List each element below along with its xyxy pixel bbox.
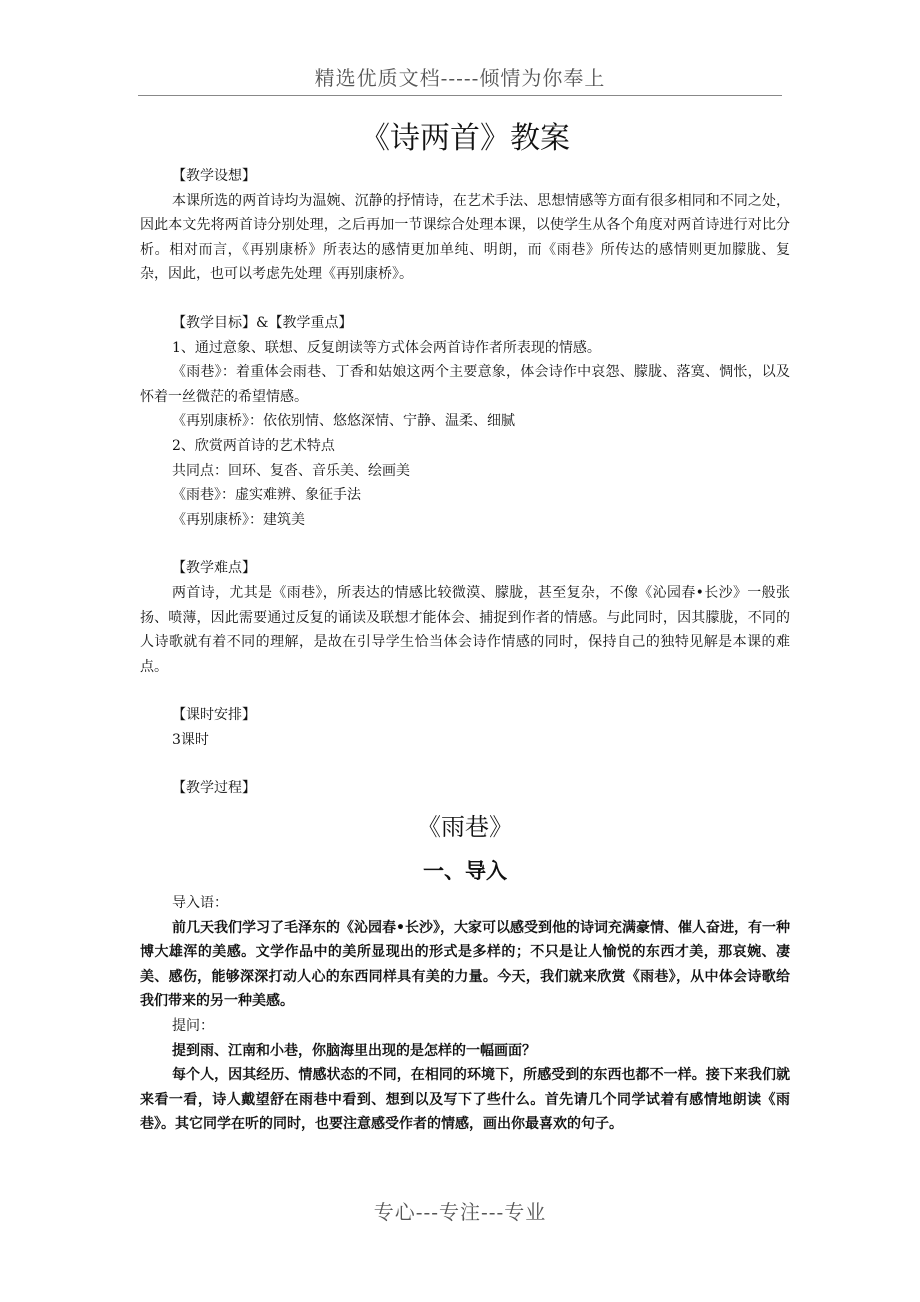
difficulty-label: 【教学难点】 [172, 560, 256, 577]
goal-kangqiao-2: 《再别康桥》：建筑美 [172, 511, 305, 528]
difficulty-text: 两首诗，尤其是《雨巷》，所表达的情感比较微漠、朦胧，甚至复杂，不像《沁园春•长沙》一般张扬、喷薄，因此需要通过反复的诵读及联想才能体会、捕捉到作者的情感。与此同时，因其朦胧，不同的人诗歌就有着不同的理解，是故在引导学生恰当体会诗作情感的同时，保持自己的独特见解是本课的难点。 [140, 584, 790, 675]
schedule-label: 【课时安排】 [172, 707, 256, 724]
document-body [140, 112, 790, 1137]
goal-kangqiao: 《再别康桥》：依依别情、悠悠深情、宁静、温柔、细腻 [172, 413, 515, 430]
question-label: 提问： [172, 1018, 214, 1035]
document-title: 《诗两首》教案 [360, 121, 570, 156]
goal-yuxiang: 《雨巷》：着重体会雨巷、丁香和姑娘这两个主要意象，体会诗作中哀怨、朦胧、落寞、惆怅，以及怀着一丝微茫的希望情感。 [140, 364, 790, 405]
goal-common: 共同点：回环、复沓、音乐美、绘画美 [172, 462, 410, 479]
process-label: 【教学过程】 [172, 780, 256, 797]
goal-yuxiang-2: 《雨巷》：虚实难辨、象征手法 [172, 487, 361, 504]
intro-text: 前几天我们学习了毛泽东的《沁园春•长沙》，大家可以感受到他的诗词充满豪情、催人奋进，有一种博大雄浑的美感。文学作品中的美所显现出的形式是多样的；不只是让人愉悦的东西才美，那哀婉、凄美、感伤，能够深深打动人心的东西同样具有美的力量。今天，我们就来欣赏《雨巷》，从中体会诗歌给我们带来的另一种美感。 [140, 919, 790, 1010]
intro-label: 导入语： [172, 895, 228, 912]
section-heading: 一、导入 [423, 858, 507, 884]
goal-item-1: 1、通过意象、联想、反复朗读等方式体会两首诗作者所表现的情感。 [172, 339, 601, 356]
goal-item-2: 2、欣赏两首诗的艺术特点 [172, 437, 335, 454]
schedule-value: 3课时 [172, 731, 209, 748]
design-label: 【教学设想】 [172, 168, 256, 184]
poem-subtitle: 《雨巷》 [417, 813, 513, 842]
page-footer: 专心---专注---专业 [373, 1200, 547, 1224]
design-text: 本课所选的两首诗均为温婉、沉静的抒情诗，在艺术手法、思想情感等方面有很多相同和不同之处，因此本文先将两首诗分别处理，之后再加一节课综合处理本课，以使学生从各个角度对两首诗进行对比分析。相对而言，《再别康桥》所表达的感情更加单纯、明朗，而《雨巷》所传达的感情则更加朦胧、复杂，因此，也可以考虑先处理《再别康桥》。 [140, 192, 790, 283]
question-text: 提到雨、江南和小巷，你脑海里出现的是怎样的一幅画面？ [172, 1042, 536, 1059]
goals-label: 【教学目标】&【教学重点】 [172, 314, 353, 331]
closing-text: 每个人，因其经历、情感状态的不同，在相同的环境下，所感受到的东西也都不一样。接下来我们就来看一看，诗人戴望舒在雨巷中看到、想到以及写下了些什么。首先请几个同学试着有感情地朗读《雨巷》。其它同学在听的同时，也要注意感受作者的情感，画出你最喜欢的句子。 [140, 1067, 790, 1133]
page-header: 精选优质文档-----倾情为你奉上 [138, 62, 782, 96]
